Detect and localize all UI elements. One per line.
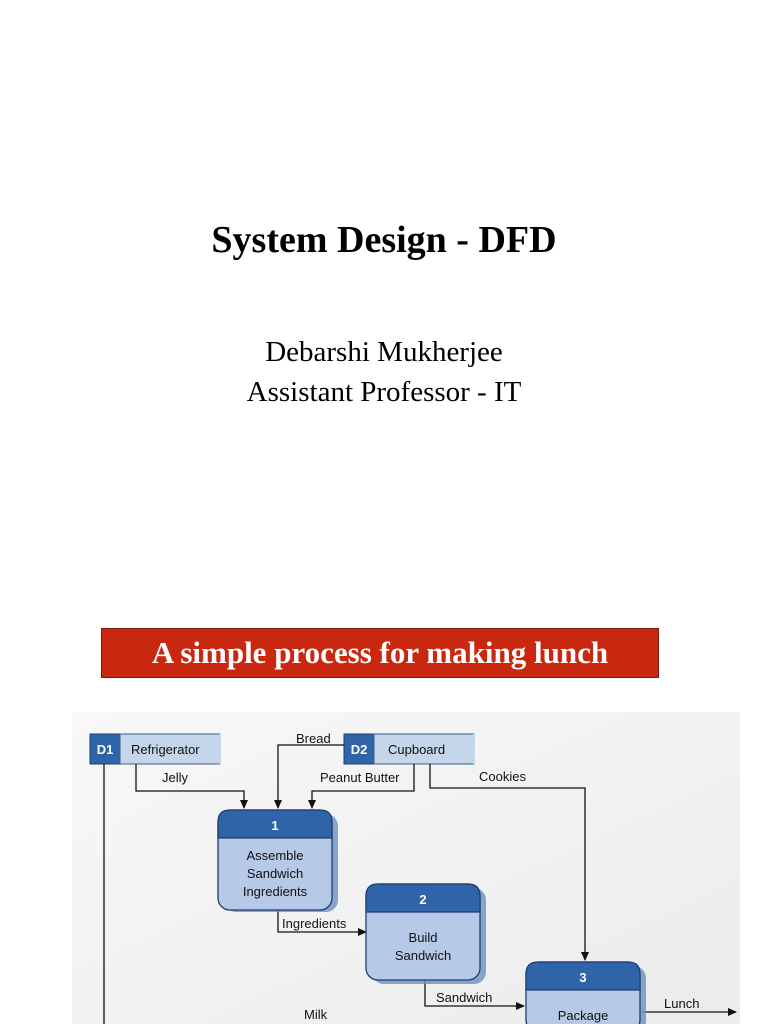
store-id-d2: D2 <box>350 742 368 757</box>
author-role: Assistant Professor - IT <box>246 376 522 408</box>
process-1-assemble-sandwich-ingredients <box>218 810 338 912</box>
process-line: Build <box>408 930 438 945</box>
author-name: Debarshi Mukherjee <box>265 336 503 368</box>
label-sandwich: Sandwich <box>436 990 493 1005</box>
data-store-cupboard <box>344 734 474 764</box>
process-line: Sandwich <box>394 948 452 963</box>
label-jelly: Jelly <box>162 770 189 785</box>
label-lunch: Lunch <box>664 996 700 1011</box>
slide-title: System Design - DFD <box>211 219 557 261</box>
label-cookies: Cookies <box>479 769 526 784</box>
process-id: 2 <box>419 892 427 907</box>
process-id: 3 <box>579 970 587 985</box>
process-line: Package <box>557 1008 609 1023</box>
store-name-cupboard: Cupboard <box>388 742 446 757</box>
section-banner: A simple process for making lunch <box>101 628 659 678</box>
process-line: Sandwich <box>246 866 304 881</box>
store-id-d1: D1 <box>96 742 114 757</box>
process-line: Assemble <box>246 848 304 863</box>
process-id: 1 <box>271 818 279 833</box>
label-bread: Bread <box>296 731 331 746</box>
store-name-refrigerator: Refrigerator <box>131 742 200 757</box>
process-2-build-sandwich <box>366 884 486 984</box>
dfd-diagram <box>0 712 768 1024</box>
label-milk: Milk <box>304 1007 328 1022</box>
process-line: Ingredients <box>242 884 308 899</box>
label-ingredients: Ingredients <box>282 916 347 931</box>
data-store-refrigerator <box>90 734 220 764</box>
label-peanut-butter: Peanut Butter <box>320 770 400 785</box>
process-3-package <box>526 962 646 1024</box>
